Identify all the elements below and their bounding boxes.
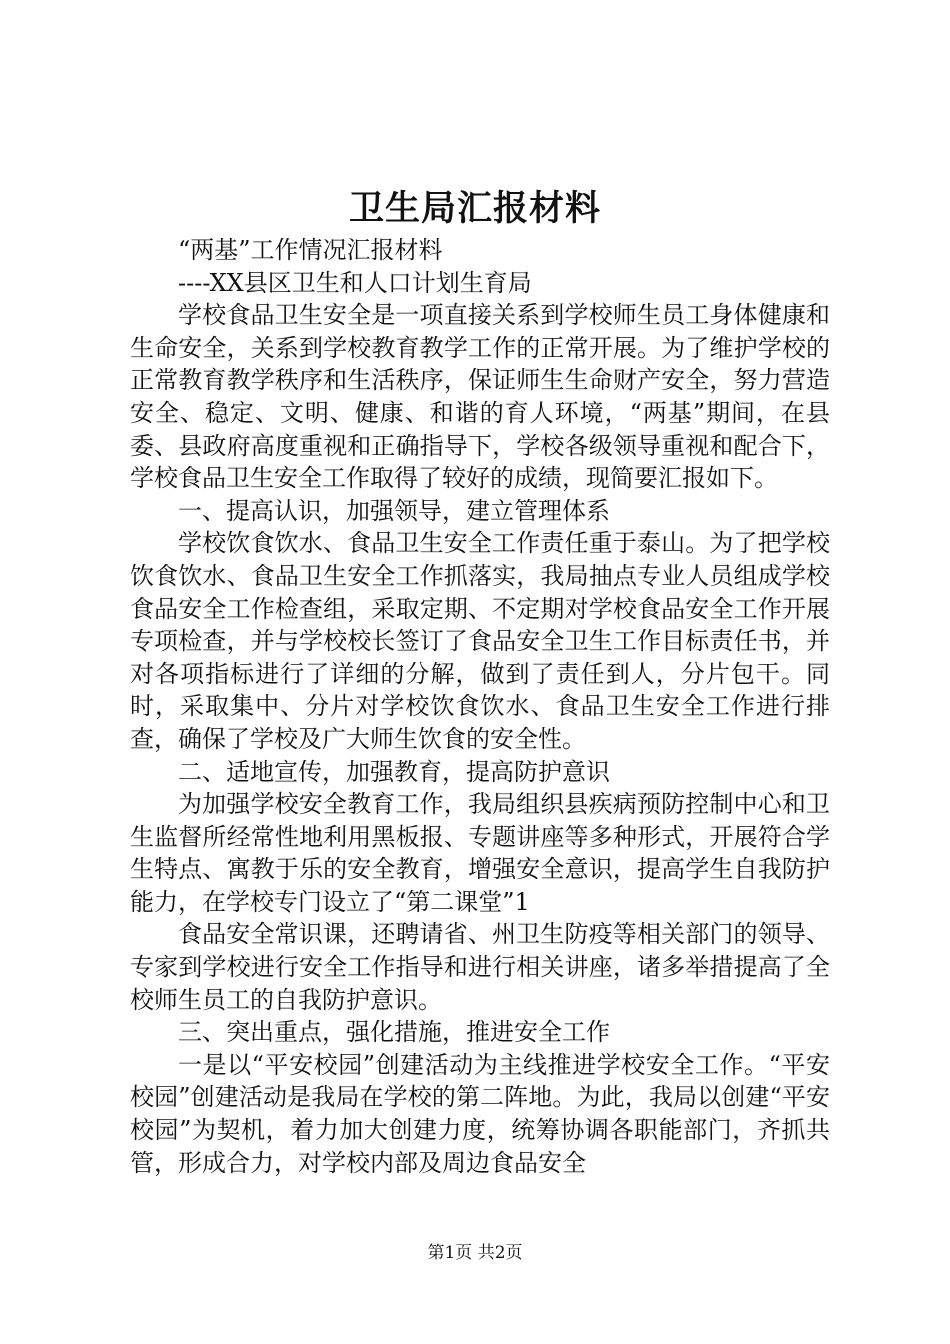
paragraph-section-2a: 为加强学校安全教育工作，我局组织县疾病预防控制中心和卫生监督所经常性地利用黑板报、专题讲座等多种形式，开展符合学生特点、寓教于乐的安全教育，增强安全意识，提高学生自我防护能力，在学校专门设立了“第二课堂”1 bbox=[130, 790, 830, 916]
section-heading-1: 一、提高认识，加强领导，建立管理体系 bbox=[178, 496, 610, 525]
section-heading-3: 三、突出重点，强化措施，推进安全工作 bbox=[178, 1018, 610, 1047]
paragraph-intro: 学校食品卫生安全是一项直接关系到学校师生员工身体健康和生命安全，关系到学校教育教学工作的正常开展。为了维护学校的正常教育教学秩序和生活秩序，保证师生生命财产安全，努力营造安全、稳定、文明、健康、和谐的育人环境，“两基”期间，在县委、县政府高度重视和正确指导下，学校各级领导重视和配合下，学校食品卫生安全工作取得了较好的成绩，现简要汇报如下。 bbox=[130, 301, 830, 493]
document-title: 卫生局汇报材料 bbox=[348, 188, 601, 229]
paragraph-section-3: 一是以“平安校园”创建活动为主线推进学校安全工作。“平安校园”创建活动是我局在学校的第二阵地。为此，我局以创建“平安校园”为契机，着力加大创建力度，统筹协调各职能部门，齐抓共管，形成合力，对学校内部及周边食品安全 bbox=[130, 1050, 830, 1177]
document-body bbox=[130, 234, 830, 1179]
subtitle: “两基”工作情况汇报材料 bbox=[178, 236, 443, 264]
page-footer: 第1页 共2页 bbox=[427, 1243, 523, 1263]
paragraph-section-1: 学校饮食饮水、食品卫生安全工作责任重于泰山。为了把学校饮食饮水、食品卫生安全工作抓落实，我局抽点专业人员组成学校食品安全工作检查组，采取定期、不定期对学校食品安全工作开展专项检查，并与学校校长签订了食品安全卫生工作目标责任书，并对各项指标进行了详细的分解，做到了责任到人，分片包干。同时，采取集中、分片对学校饮食饮水、食品卫生安全工作进行排查，确保了学校及广大师生饮食的安全性。 bbox=[130, 529, 830, 753]
section-heading-2: 二、适地宣传，加强教育，提高防护意识 bbox=[178, 757, 610, 786]
paragraph-section-2b: 食品安全常识课，还聘请省、州卫生防疫等相关部门的领导、专家到学校进行安全工作指导和进行相关讲座，诸多举措提高了全校师生员工的自我防护意识。 bbox=[130, 920, 830, 1014]
issuing-unit: ----XX县区卫生和人口计划生育局 bbox=[178, 268, 532, 297]
